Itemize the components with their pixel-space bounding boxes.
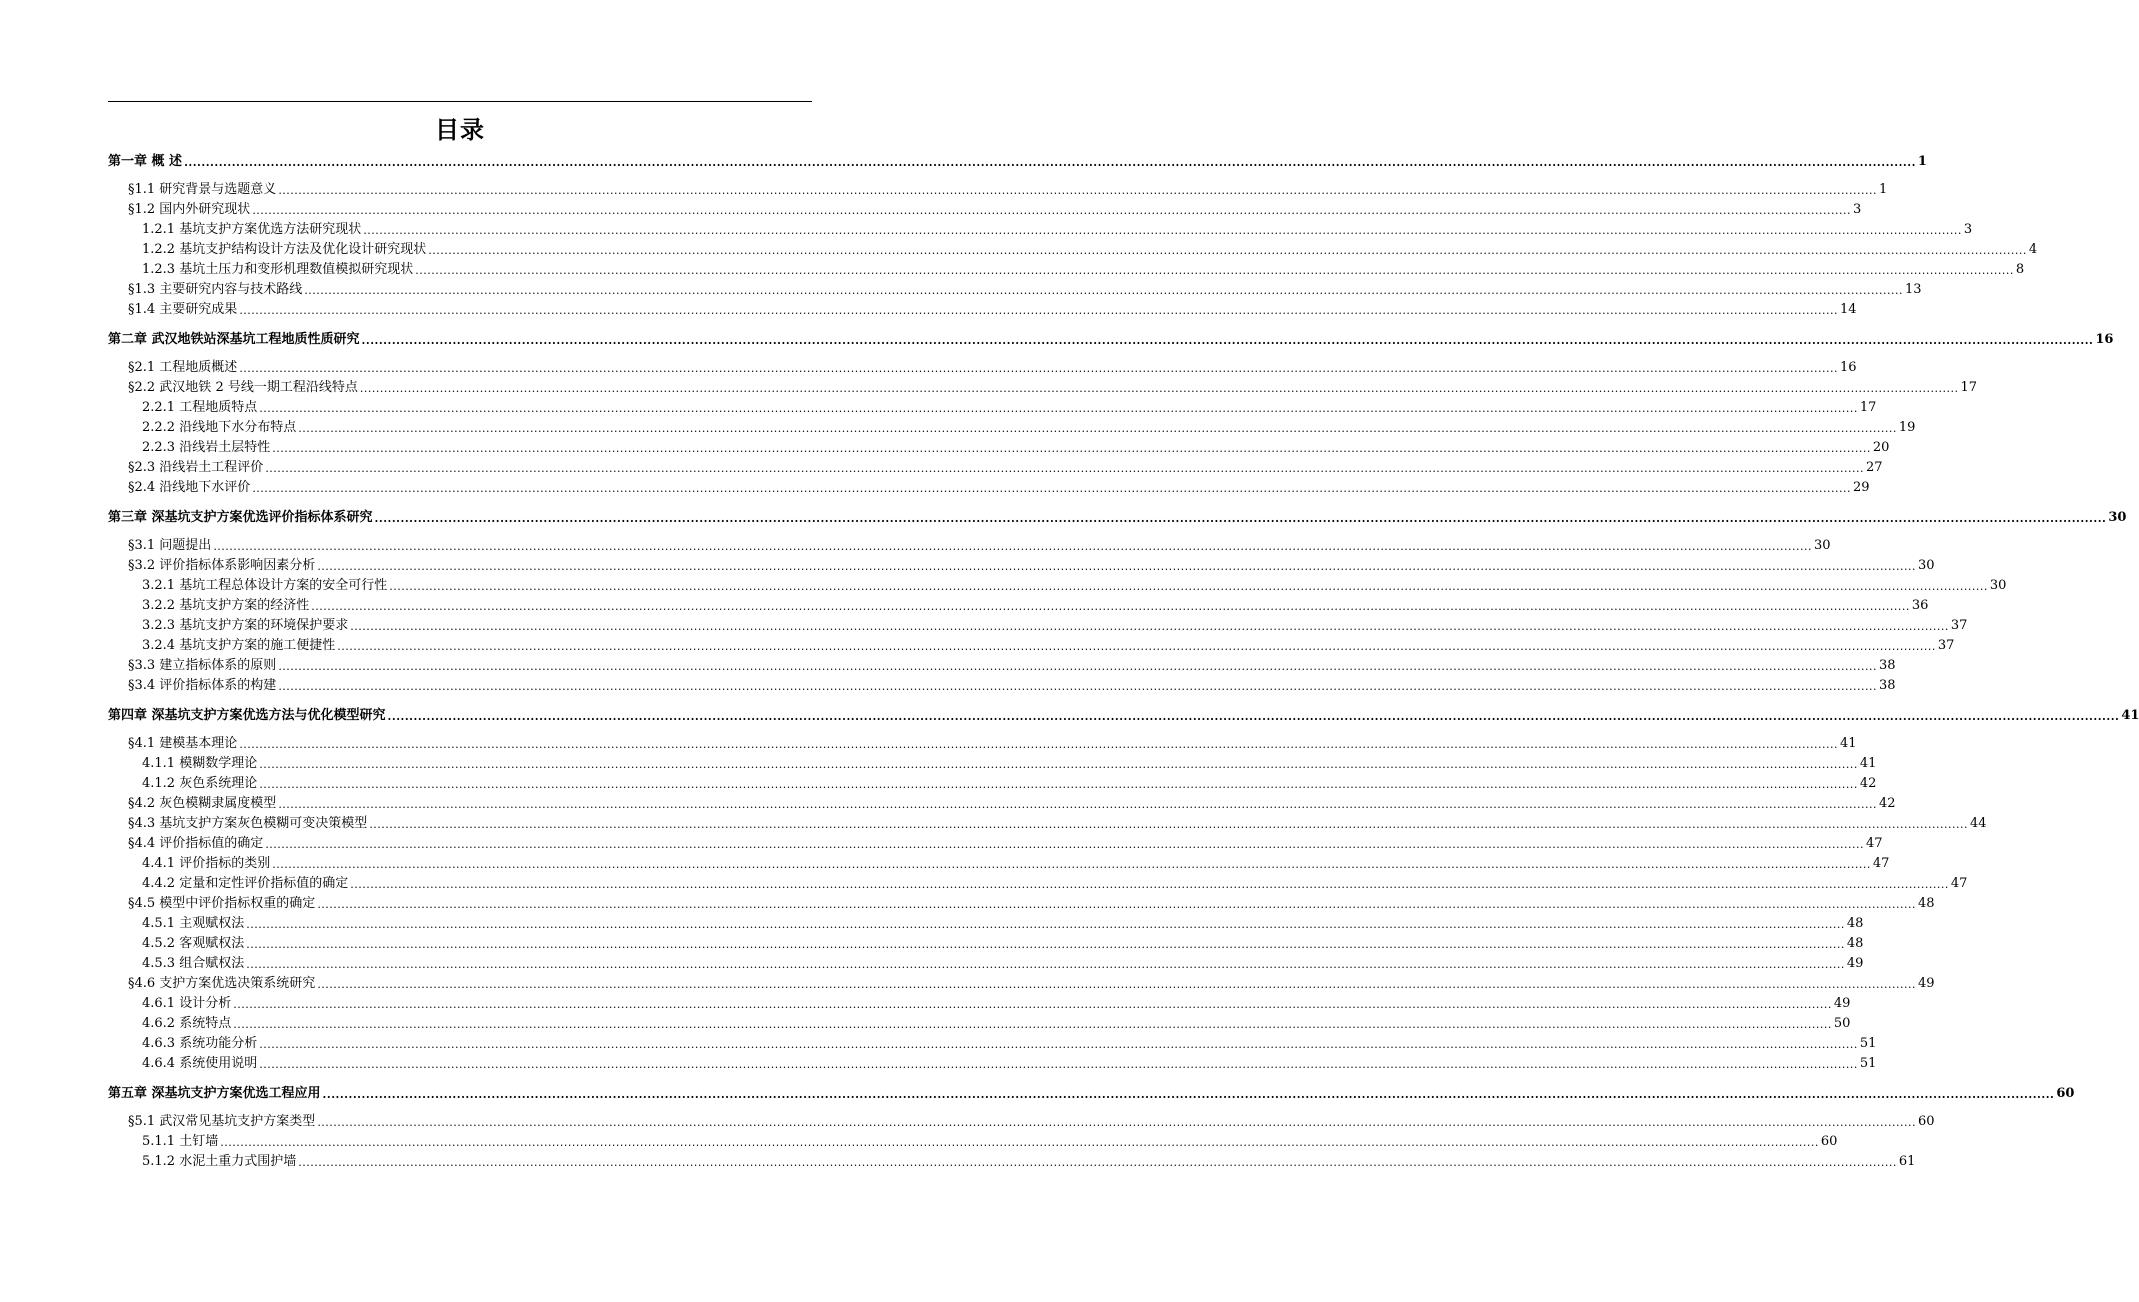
toc-entry-chapter[interactable] xyxy=(108,328,2114,348)
toc-entry-label: §2.1 工程地质概述 xyxy=(128,360,238,375)
toc-dot-leader: ................................................................................................................................................................................................................................................................................................................................................................................................................ xyxy=(233,998,1832,1011)
toc-entry-sub[interactable] xyxy=(108,772,1877,792)
toc-dot-leader: ................................................................................................................................................................................................................................................................................................................................................................................................................ xyxy=(374,512,2107,525)
toc-entry-label: 4.6.3 系统功能分析 xyxy=(142,1036,258,1051)
toc-dot-leader: ................................................................................................................................................................................................................................................................................................................................................................................................................ xyxy=(239,304,1838,317)
toc-entry-sub[interactable] xyxy=(108,436,1890,456)
toc-entry-page: 60 xyxy=(1917,1114,1935,1129)
toc-entry-section[interactable] xyxy=(108,534,1831,554)
toc-entry-page: 30 xyxy=(1917,558,1935,573)
toc-dot-leader: ................................................................................................................................................................................................................................................................................................................................................................................................................ xyxy=(239,362,1838,375)
toc-entry-label: §5.1 武汉常见基坑支护方案类型 xyxy=(128,1114,316,1129)
toc-dot-leader: ................................................................................................................................................................................................................................................................................................................................................................................................................ xyxy=(220,1136,1819,1149)
toc-entry-label: 第一章 概 述 xyxy=(108,154,183,169)
toc-entry-page: 60 xyxy=(2056,1086,2075,1101)
toc-entry-label: §4.1 建模基本理论 xyxy=(128,736,238,751)
toc-entry-label: 5.1.2 水泥土重力式围护墙 xyxy=(142,1154,297,1169)
toc-dot-leader: ................................................................................................................................................................................................................................................................................................................................................................................................................ xyxy=(265,838,1864,851)
toc-entry-label: §4.4 评价指标值的确定 xyxy=(128,836,264,851)
toc-entry-sub[interactable] xyxy=(108,952,1864,972)
toc-entry-sub[interactable] xyxy=(108,574,2007,594)
toc-entry-label: 3.2.1 基坑工程总体设计方案的安全可行性 xyxy=(142,578,388,593)
toc-entry-page: 17 xyxy=(1859,400,1877,415)
toc-dot-leader: ................................................................................................................................................................................................................................................................................................................................................................................................................ xyxy=(361,334,2094,347)
toc-entry-section[interactable] xyxy=(108,972,1935,992)
toc-entry-page: 4 xyxy=(2028,242,2038,257)
toc-entry-page: 42 xyxy=(1859,776,1877,791)
toc-entry-sub[interactable] xyxy=(108,218,1973,238)
toc-entry-page: 19 xyxy=(1898,420,1916,435)
toc-entry-section[interactable] xyxy=(108,198,1862,218)
toc-entry-page: 1 xyxy=(1878,182,1888,197)
toc-entry-section[interactable] xyxy=(108,376,1978,396)
toc-entry-sub[interactable] xyxy=(108,752,1877,772)
toc-entry-section[interactable] xyxy=(108,278,1922,298)
toc-entry-page: 36 xyxy=(1911,598,1929,613)
toc-entry-section[interactable] xyxy=(108,554,1935,574)
toc-dot-leader: ................................................................................................................................................................................................................................................................................................................................................................................................................ xyxy=(359,382,1959,395)
toc-entry-label: 2.2.3 沿线岩土层特性 xyxy=(142,440,271,455)
toc-dot-leader: ................................................................................................................................................................................................................................................................................................................................................................................................................ xyxy=(350,878,1949,891)
toc-dot-leader: ................................................................................................................................................................................................................................................................................................................................................................................................................ xyxy=(415,264,2014,277)
toc-entry-label: 第四章 深基坑支护方案优选方法与优化模型研究 xyxy=(108,708,386,723)
toc-entry-sub[interactable] xyxy=(108,1150,1916,1170)
toc-entry-label: §2.2 武汉地铁 2 号线一期工程沿线特点 xyxy=(128,380,358,395)
toc-dot-leader: ................................................................................................................................................................................................................................................................................................................................................................................................................ xyxy=(298,1156,1897,1169)
toc-dot-leader: ................................................................................................................................................................................................................................................................................................................................................................................................................ xyxy=(252,204,1851,217)
toc-entry-page: 49 xyxy=(1846,956,1864,971)
toc-entry-label: 4.4.2 定量和定性评价指标值的确定 xyxy=(142,876,349,891)
toc-dot-leader: ................................................................................................................................................................................................................................................................................................................................................................................................................ xyxy=(387,710,2120,723)
toc-dot-leader: ................................................................................................................................................................................................................................................................................................................................................................................................................ xyxy=(369,818,1968,831)
toc-entry-page: 48 xyxy=(1917,896,1935,911)
toc-entry-page: 38 xyxy=(1878,678,1896,693)
toc-entry-page: 29 xyxy=(1852,480,1870,495)
toc-entry-page: 60 xyxy=(1820,1134,1838,1149)
toc-entry-chapter[interactable] xyxy=(108,704,2139,724)
toc-entry-sub[interactable] xyxy=(108,912,1864,932)
toc-entry-label: §3.1 问题提出 xyxy=(128,538,212,553)
toc-entry-sub[interactable] xyxy=(108,416,1916,436)
toc-entry-label: §2.4 沿线地下水评价 xyxy=(128,480,251,495)
toc-entry-label: 第二章 武汉地铁站深基坑工程地质性质研究 xyxy=(108,332,360,347)
toc-entry-label: §4.5 模型中评价指标权重的确定 xyxy=(128,896,316,911)
toc-entry-page: 41 xyxy=(2121,708,2139,723)
toc-entry-label: 1.2.2 基坑支护结构设计方法及优化设计研究现状 xyxy=(142,242,427,257)
toc-entry-label: §3.3 建立指标体系的原则 xyxy=(128,658,277,673)
toc-entry-page: 13 xyxy=(1904,282,1922,297)
toc-entry-page: 44 xyxy=(1969,816,1987,831)
toc-entry-page: 47 xyxy=(1950,876,1968,891)
toc-entry-section[interactable] xyxy=(108,812,1987,832)
toc-entry-sub[interactable] xyxy=(108,1012,1851,1032)
toc-entry-page: 48 xyxy=(1846,936,1864,951)
toc-dot-leader: ................................................................................................................................................................................................................................................................................................................................................................................................................ xyxy=(350,620,1949,633)
toc-entry-section[interactable] xyxy=(108,298,1857,318)
toc-entry-label: 4.6.4 系统使用说明 xyxy=(142,1056,258,1071)
toc-entry-section[interactable] xyxy=(108,178,1888,198)
toc-entry-page: 41 xyxy=(1839,736,1857,751)
toc-entry-sub[interactable] xyxy=(108,1032,1877,1052)
toc-entry-label: §3.2 评价指标体系影响因素分析 xyxy=(128,558,316,573)
toc-entry-page: 42 xyxy=(1878,796,1896,811)
toc-dot-leader: ................................................................................................................................................................................................................................................................................................................................................................................................................ xyxy=(317,978,1916,991)
toc-dot-leader: ................................................................................................................................................................................................................................................................................................................................................................................................................ xyxy=(252,482,1851,495)
toc-entry-page: 16 xyxy=(1839,360,1857,375)
toc-dot-leader: ................................................................................................................................................................................................................................................................................................................................................................................................................ xyxy=(317,560,1916,573)
toc-entry-label: 5.1.1 土钉墙 xyxy=(142,1134,219,1149)
toc-dot-leader: ................................................................................................................................................................................................................................................................................................................................................................................................................ xyxy=(246,958,1845,971)
page-title: 目录 xyxy=(435,115,485,144)
toc-dot-leader: ................................................................................................................................................................................................................................................................................................................................................................................................................ xyxy=(259,1038,1858,1051)
toc-dot-leader: ................................................................................................................................................................................................................................................................................................................................................................................................................ xyxy=(233,1018,1832,1031)
toc-entry-sub[interactable] xyxy=(108,852,1890,872)
toc-entry-label: 4.4.1 评价指标的类别 xyxy=(142,856,271,871)
toc-entry-page: 17 xyxy=(1960,380,1978,395)
toc-entry-sub[interactable] xyxy=(108,614,1968,634)
toc-entry-page: 48 xyxy=(1846,916,1864,931)
toc-entry-label: 4.5.2 客观赋权法 xyxy=(142,936,245,951)
toc-entry-page: 27 xyxy=(1865,460,1883,475)
toc-entry-page: 47 xyxy=(1865,836,1883,851)
toc-entry-section[interactable] xyxy=(108,892,1935,912)
toc-entry-sub[interactable] xyxy=(108,1130,1838,1150)
toc-entry-section[interactable] xyxy=(108,356,1857,376)
toc-entry-label: §1.3 主要研究内容与技术路线 xyxy=(128,282,303,297)
toc-entry-label: §3.4 评价指标体系的构建 xyxy=(128,678,277,693)
toc-dot-leader: ................................................................................................................................................................................................................................................................................................................................................................................................................ xyxy=(259,758,1858,771)
toc-entry-page: 30 xyxy=(1813,538,1831,553)
toc-entry-label: §2.3 沿线岩土工程评价 xyxy=(128,460,264,475)
toc-entry-label: 第五章 深基坑支护方案优选工程应用 xyxy=(108,1086,321,1101)
toc-dot-leader: ................................................................................................................................................................................................................................................................................................................................................................................................................ xyxy=(272,858,1871,871)
toc-entry-page: 3 xyxy=(1852,202,1862,217)
toc-dot-leader: ................................................................................................................................................................................................................................................................................................................................................................................................................ xyxy=(298,422,1897,435)
toc-entry-section[interactable] xyxy=(108,832,1883,852)
toc-entry-label: 3.2.2 基坑支护方案的经济性 xyxy=(142,598,310,613)
toc-entry-label: 4.6.1 设计分析 xyxy=(142,996,232,1011)
toc-entry-section[interactable] xyxy=(108,674,1896,694)
toc-entry-page: 20 xyxy=(1872,440,1890,455)
toc-dot-leader: ................................................................................................................................................................................................................................................................................................................................................................................................................ xyxy=(259,778,1858,791)
toc-entry-label: §1.1 研究背景与选题意义 xyxy=(128,182,277,197)
toc-entry-sub[interactable] xyxy=(108,872,1968,892)
toc-entry-page: 37 xyxy=(1950,618,1968,633)
toc-entry-section[interactable] xyxy=(108,654,1896,674)
toc-entry-sub[interactable] xyxy=(108,932,1864,952)
header-rule xyxy=(108,101,812,102)
toc-entry-label: 3.2.3 基坑支护方案的环境保护要求 xyxy=(142,618,349,633)
toc-entry-page: 41 xyxy=(1859,756,1877,771)
toc-entry-page: 47 xyxy=(1872,856,1890,871)
toc-entry-label: 4.1.1 模糊数学理论 xyxy=(142,756,258,771)
toc-entry-label: §1.2 国内外研究现状 xyxy=(128,202,251,217)
toc-entry-label: §4.6 支护方案优选决策系统研究 xyxy=(128,976,316,991)
toc-entry-page: 16 xyxy=(2095,332,2114,347)
toc-entry-chapter[interactable] xyxy=(108,1082,2075,1102)
toc-entry-sub[interactable] xyxy=(108,992,1851,1012)
toc-dot-leader: ................................................................................................................................................................................................................................................................................................................................................................................................................ xyxy=(278,798,1877,811)
toc-dot-leader: ................................................................................................................................................................................................................................................................................................................................................................................................................ xyxy=(278,660,1877,673)
toc-dot-leader: ................................................................................................................................................................................................................................................................................................................................................................................................................ xyxy=(317,1116,1916,1129)
toc-entry-page: 3 xyxy=(1963,222,1973,237)
toc-entry-label: 4.6.2 系统特点 xyxy=(142,1016,232,1031)
toc-dot-leader: ................................................................................................................................................................................................................................................................................................................................................................................................................ xyxy=(239,738,1838,751)
toc-entry-sub[interactable] xyxy=(108,396,1877,416)
toc-dot-leader: ................................................................................................................................................................................................................................................................................................................................................................................................................ xyxy=(246,918,1845,931)
toc-entry-section[interactable] xyxy=(108,1110,1935,1130)
toc-dot-leader: ................................................................................................................................................................................................................................................................................................................................................................................................................ xyxy=(317,898,1916,911)
toc-entry-page: 49 xyxy=(1917,976,1935,991)
toc-entry-label: §4.2 灰色模糊隶属度模型 xyxy=(128,796,277,811)
toc-entry-chapter[interactable] xyxy=(108,506,2127,526)
toc-entry-page: 30 xyxy=(1989,578,2007,593)
toc-dot-leader: ................................................................................................................................................................................................................................................................................................................................................................................................................ xyxy=(259,402,1858,415)
toc-entry-page: 50 xyxy=(1833,1016,1851,1031)
toc-entry-chapter[interactable] xyxy=(108,150,1927,170)
toc-entry-page: 8 xyxy=(2015,262,2025,277)
toc-dot-leader: ................................................................................................................................................................................................................................................................................................................................................................................................................ xyxy=(389,580,1988,593)
toc-entry-sub[interactable] xyxy=(108,1052,1877,1072)
toc-entry-section[interactable] xyxy=(108,476,1870,496)
toc-entry-sub[interactable] xyxy=(108,238,2038,258)
toc-dot-leader: ................................................................................................................................................................................................................................................................................................................................................................................................................ xyxy=(184,156,1916,169)
toc-entry-label: 4.5.3 组合赋权法 xyxy=(142,956,245,971)
toc-entry-page: 14 xyxy=(1839,302,1857,317)
toc-dot-leader: ................................................................................................................................................................................................................................................................................................................................................................................................................ xyxy=(428,244,2027,257)
toc-dot-leader: ................................................................................................................................................................................................................................................................................................................................................................................................................ xyxy=(272,442,1871,455)
toc-entry-page: 1 xyxy=(1917,154,1927,169)
toc-dot-leader: ................................................................................................................................................................................................................................................................................................................................................................................................................ xyxy=(265,462,1864,475)
toc-dot-leader: ................................................................................................................................................................................................................................................................................................................................................................................................................ xyxy=(246,938,1845,951)
toc-entry-label: 第三章 深基坑支护方案优选评价指标体系研究 xyxy=(108,510,373,525)
toc-entry-sub[interactable] xyxy=(108,258,2025,278)
toc-dot-leader: ................................................................................................................................................................................................................................................................................................................................................................................................................ xyxy=(278,184,1877,197)
toc-entry-page: 49 xyxy=(1833,996,1851,1011)
toc-dot-leader: ................................................................................................................................................................................................................................................................................................................................................................................................................ xyxy=(304,284,1903,297)
toc-entry-page: 61 xyxy=(1898,1154,1916,1169)
toc-dot-leader: ................................................................................................................................................................................................................................................................................................................................................................................................................ xyxy=(322,1088,2055,1101)
toc-entry-section[interactable] xyxy=(108,792,1896,812)
toc-dot-leader: ................................................................................................................................................................................................................................................................................................................................................................................................................ xyxy=(259,1058,1858,1071)
toc-entry-label: 1.2.1 基坑支护方案优选方法研究现状 xyxy=(142,222,362,237)
toc-entry-label: 2.2.2 沿线地下水分布特点 xyxy=(142,420,297,435)
toc-entry-page: 51 xyxy=(1859,1056,1877,1071)
toc-dot-leader: ................................................................................................................................................................................................................................................................................................................................................................................................................ xyxy=(311,600,1910,613)
toc-dot-leader: ................................................................................................................................................................................................................................................................................................................................................................................................................ xyxy=(278,680,1877,693)
toc-entry-label: 1.2.3 基坑土压力和变形机理数值模拟研究现状 xyxy=(142,262,414,277)
toc-entry-label: 4.1.2 灰色系统理论 xyxy=(142,776,258,791)
toc-entry-section[interactable] xyxy=(108,732,1857,752)
toc-entry-page: 30 xyxy=(2108,510,2127,525)
toc-entry-label: §4.3 基坑支护方案灰色模糊可变决策模型 xyxy=(128,816,368,831)
toc-entry-section[interactable] xyxy=(108,456,1883,476)
toc-dot-leader: ................................................................................................................................................................................................................................................................................................................................................................................................................ xyxy=(363,224,1962,237)
toc-dot-leader: ................................................................................................................................................................................................................................................................................................................................................................................................................ xyxy=(213,540,1812,553)
toc-entry-label: 4.5.1 主观赋权法 xyxy=(142,916,245,931)
toc-entry-label: 2.2.1 工程地质特点 xyxy=(142,400,258,415)
toc-entry-sub[interactable] xyxy=(108,594,1929,614)
toc-entry-page: 51 xyxy=(1859,1036,1877,1051)
toc-entry-sub[interactable] xyxy=(108,634,1955,654)
toc-entry-label: 3.2.4 基坑支护方案的施工便捷性 xyxy=(142,638,336,653)
toc-entry-label: §1.4 主要研究成果 xyxy=(128,302,238,317)
toc-entry-page: 37 xyxy=(1937,638,1955,653)
toc-entry-page: 38 xyxy=(1878,658,1896,673)
toc-dot-leader: ................................................................................................................................................................................................................................................................................................................................................................................................................ xyxy=(337,640,1936,653)
